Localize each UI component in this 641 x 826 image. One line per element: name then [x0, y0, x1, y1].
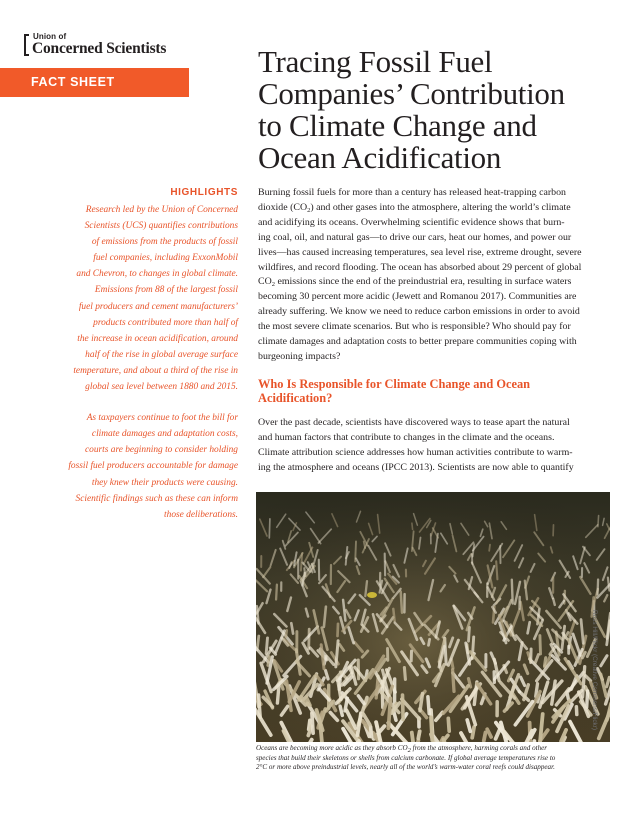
coral-branch [418, 731, 419, 738]
ucs-logo[interactable] [24, 33, 214, 59]
body-fragment: emissions since the end of the preindustrial era, resulting in surface waters [274, 276, 572, 288]
highlights-line: those deliberations. [164, 509, 238, 520]
logo-big-text: Concerned Scientists [32, 40, 167, 57]
highlights-sidebar [50, 186, 238, 538]
coral-branch [259, 695, 261, 717]
coral-branch [269, 519, 270, 538]
coral-branch [266, 638, 267, 654]
body-line [258, 275, 610, 290]
coral-branch [444, 740, 446, 743]
highlights-line: products contributed more than half of [93, 317, 238, 328]
coral-branch [583, 667, 585, 697]
highlights-line: As taxpayers continue to foot the bill for [86, 413, 238, 424]
coral-branch [388, 698, 390, 728]
coral-branch [431, 717, 432, 740]
coral-branch [472, 727, 474, 738]
highlights-line: fuel companies, including ExxonMobil [93, 253, 238, 264]
coral-branch [453, 670, 454, 692]
coral-branch [309, 629, 310, 649]
body-line: Climate attribution science addresses how human activities contribute to warm- [258, 446, 573, 458]
highlights-line: of emissions from the products of fossil [91, 237, 238, 248]
highlights-line: they knew their products were causing. [91, 477, 238, 488]
coral-branch [489, 545, 490, 551]
highlights-line: Emissions from 88 of the largest fossil [94, 285, 238, 296]
logo-bracket-mark [24, 34, 29, 56]
caption-fragment: Oceans are becoming more acidic as they absorb CO [256, 744, 408, 752]
coral-branch [383, 670, 385, 678]
caption-line: species that build their skeletons or shells from calcium carbonate. If global average temperatures rise to [256, 753, 556, 762]
body-line: burgeoning impacts? [258, 350, 341, 362]
highlights-line: the increase in ocean acidification, around [77, 333, 238, 344]
highlights-line: global sea level between 1880 and 2015. [85, 382, 238, 393]
section-heading-line: Acidification? [258, 390, 333, 405]
section-heading [258, 378, 598, 405]
fact-sheet-label: FACT SHEET [31, 75, 115, 89]
coral-branch [312, 713, 313, 733]
coral-branch [291, 623, 293, 633]
body-line: and human factors that contribute to changes in the climate and the oceans. [258, 431, 555, 443]
body-line: already suffering. We know we need to reduce carbon emissions in order to avoid [258, 306, 580, 318]
body-line: lives—has caused increasing temperatures, sea level rise, extreme drought, severe [258, 246, 582, 258]
title-line: Companies’ Contribution [258, 76, 565, 111]
caption-line: 2°C or more above preindustrial levels, nearly all of the world’s warm-water coral reefs could disappear. [256, 763, 555, 772]
coral-branch [420, 694, 423, 711]
coral-branch [598, 580, 599, 595]
body-line: becoming 30 percent more acidic (Jewett and Romanou 2017). Communities are [258, 291, 577, 303]
body-line: Over the past decade, scientists have discovered ways to tease apart the natural [258, 417, 570, 428]
photo-caption [256, 744, 610, 773]
coral-branch [371, 727, 372, 737]
section-heading-line: Who Is Responsible for Climate Change and Ocean [258, 377, 531, 391]
section-paragraph [258, 416, 610, 476]
coral-branch [403, 695, 404, 719]
coral-branch [412, 733, 414, 742]
coral-branch [268, 657, 270, 666]
logo-small-text: Union of [33, 32, 67, 41]
body-line: and acidifying its oceans. Overwhelming scientific evidence shows that burn- [258, 216, 565, 228]
highlights-line: half of the rise in global average surface [85, 349, 238, 360]
title-line: Ocean Acidification [258, 140, 502, 175]
body-fragment: dioxide (CO [258, 201, 308, 213]
photo-credit: Ross Hill/Flickr (Creative Commons/Flickr) [591, 610, 598, 731]
coral-illustration [256, 492, 610, 742]
coral-branch [540, 636, 541, 654]
highlights-paragraph-1 [50, 202, 238, 395]
coral-branch [276, 585, 277, 600]
body-line: ing coal, oil, and natural gas—to drive our cars, heat our homes, and power our [258, 231, 572, 243]
body-line [258, 201, 610, 216]
highlights-paragraph-2 [50, 410, 238, 523]
highlights-line: Research led by the Union of Concerned [85, 205, 238, 215]
coral-branch [355, 542, 356, 562]
highlights-line: temperature, and about a third of the rise in [73, 365, 238, 376]
caption-line [256, 744, 610, 754]
co2-subscript: 2 [271, 281, 275, 289]
coral-branch [553, 599, 555, 605]
coral-branch [338, 624, 339, 636]
highlights-line: and Chevron, to changes in global climate. [76, 269, 238, 280]
highlights-line: climate damages and adaptation costs, [91, 429, 238, 440]
highlights-line: Scientific findings such as these can inform [75, 493, 238, 504]
coral-branch [448, 718, 449, 731]
coral-branch [587, 691, 588, 707]
coral-branch [496, 561, 497, 579]
body-line: wildfires, and record flooding. The ocean has absorbed about 29 percent of global [258, 261, 582, 273]
coral-branch [598, 516, 599, 527]
body-line: ing the atmosphere and oceans (IPCC 2013). Scientists are now able to quantify [258, 461, 574, 473]
highlights-heading: HIGHLIGHTS [170, 187, 238, 198]
coral-branch [401, 592, 402, 613]
coral-reef-photo [256, 492, 610, 742]
coral-branch [484, 732, 486, 740]
body-fragment: CO [258, 276, 272, 288]
highlights-line: courts are beginning to consider holding [84, 445, 238, 456]
coral-branch [429, 639, 430, 645]
coral-branch [340, 706, 342, 715]
title-line: to Climate Change and [258, 108, 537, 143]
highlights-line: fuel producers and cement manufacturers’ [78, 301, 238, 312]
page-title [258, 46, 618, 174]
coral-branch [404, 668, 405, 680]
coral-branch [412, 523, 413, 529]
body-line: climate damages and adaptation costs to better prepare communities coping with [258, 336, 577, 348]
body-fragment: ) and other gases into the atmosphere, altering the world’s climate [310, 201, 571, 213]
body-line: Burning fossil fuels for more than a century has released heat-trapping carbon [258, 187, 566, 198]
body-line: the most severe climate scenarios. But who is responsible? Who should pay for [258, 321, 571, 333]
coral-branch [545, 658, 546, 666]
highlights-line: Scientists (UCS) quantifies contributions [84, 221, 238, 232]
coral-branch [469, 627, 470, 641]
caption-fragment: from the atmosphere, harming corals and other [410, 744, 548, 752]
coral-branch [286, 630, 287, 636]
coral-branch [428, 697, 429, 714]
co2-subscript: 2 [407, 747, 411, 754]
highlights-line: fossil fuel producers accountable for damage [68, 461, 238, 472]
coral-branch [393, 609, 394, 621]
title-line: Tracing Fossil Fuel [258, 44, 493, 79]
co2-subscript: 2 [307, 206, 311, 214]
intro-paragraph [258, 186, 610, 365]
fact-sheet-band [0, 68, 189, 97]
